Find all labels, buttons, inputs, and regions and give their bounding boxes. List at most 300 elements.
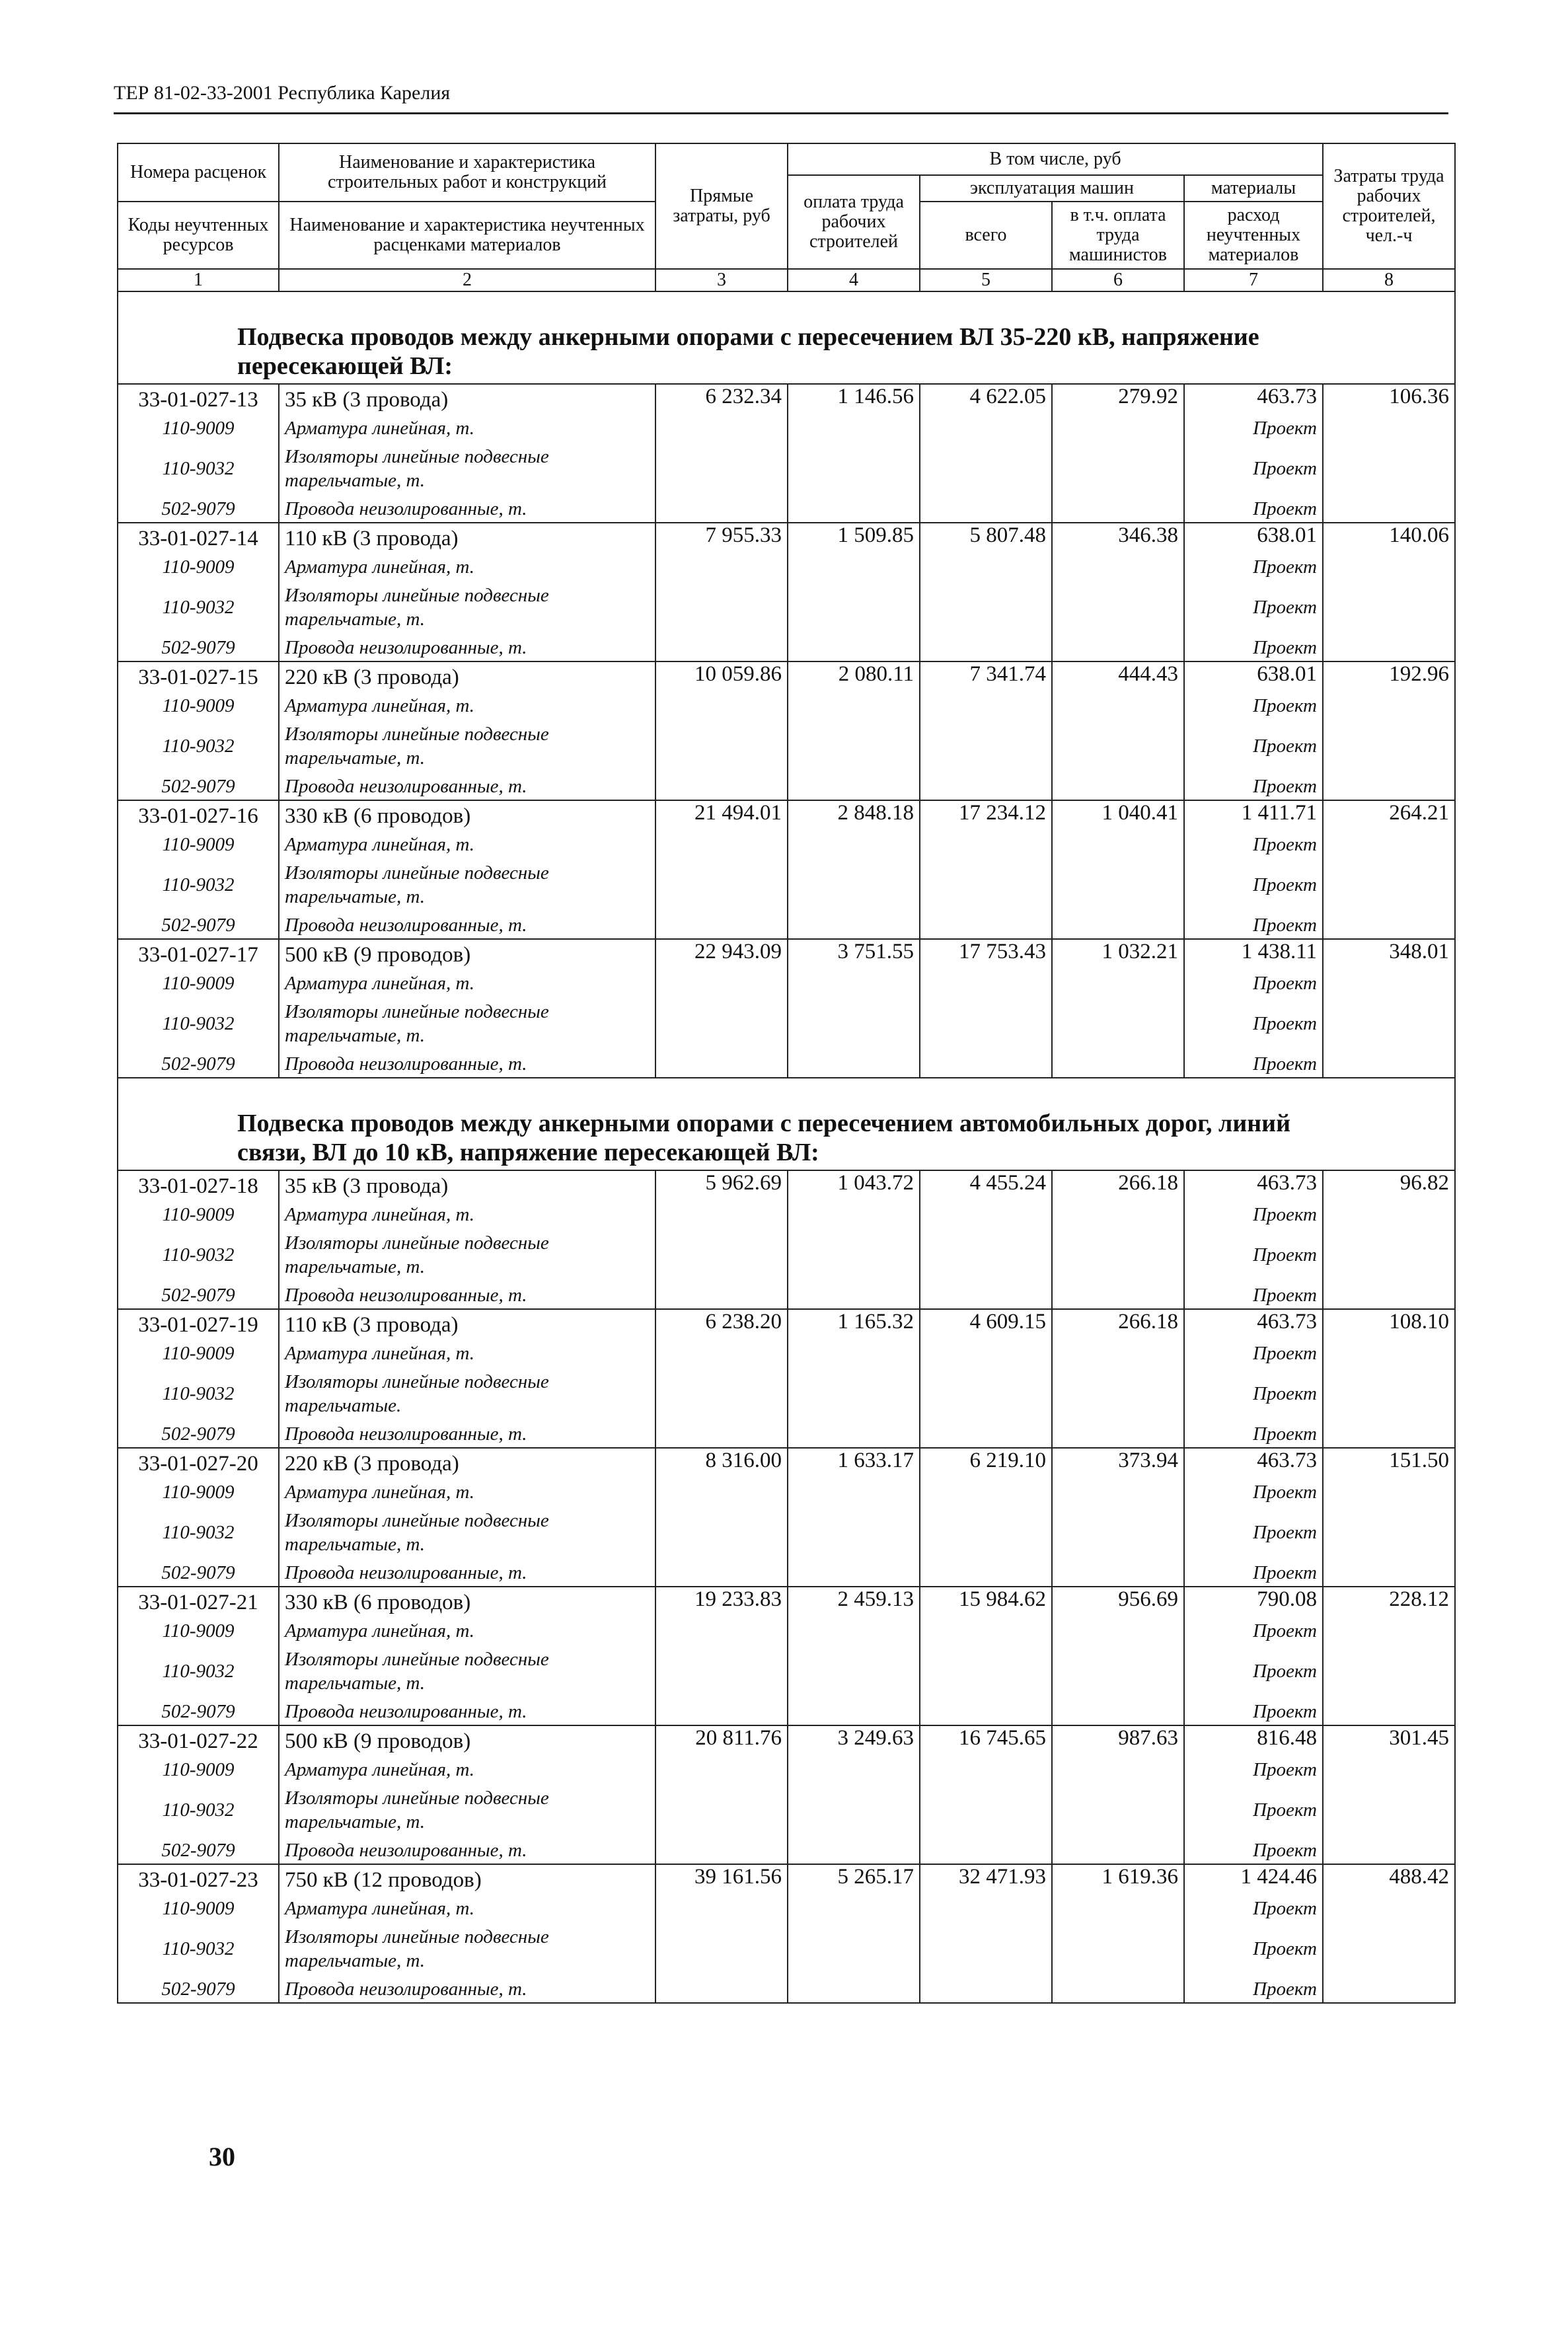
empty-cell [1323, 970, 1455, 997]
resource-name: Арматура линейная, т. [279, 693, 655, 719]
empty-cell [655, 1051, 788, 1078]
empty-cell [655, 1783, 788, 1837]
empty-cell [788, 997, 920, 1051]
rate-name: 330 кВ (6 проводов) [279, 1587, 655, 1618]
empty-cell [920, 1783, 1052, 1837]
resource-name: Изоляторы линейные подвесные тарельчатые, т. [279, 1505, 655, 1560]
rate-row [118, 1864, 1455, 1895]
empty-cell [920, 415, 1052, 441]
resource-row [118, 1976, 1455, 2003]
resource-row [118, 1505, 1455, 1560]
empty-cell [920, 1228, 1052, 1282]
document-header: ТЕР 81-02-33-2001 Республика Карелия [114, 82, 451, 104]
materials-value: 638.01 [1184, 523, 1323, 554]
empty-cell [1323, 1618, 1455, 1644]
labor-hours-value: 488.42 [1323, 1864, 1455, 1895]
resource-code: 110-9009 [118, 415, 279, 441]
empty-cell [788, 1756, 920, 1783]
section-header-row [118, 1078, 1455, 1170]
labor-pay-value: 2 848.18 [788, 800, 920, 831]
empty-cell [655, 997, 788, 1051]
resource-code: 502-9079 [118, 1560, 279, 1587]
empty-cell [788, 1340, 920, 1367]
rate-row [118, 661, 1455, 693]
resource-code: 502-9079 [118, 1837, 279, 1864]
machines-labor-value: 346.38 [1052, 523, 1184, 554]
resource-row [118, 1837, 1455, 1864]
labor-pay-value: 1 165.32 [788, 1309, 920, 1340]
rate-code: 33-01-027-16 [118, 800, 279, 831]
empty-cell [655, 580, 788, 634]
resource-name: Арматура линейная, т. [279, 1201, 655, 1228]
rate-code: 33-01-027-18 [118, 1170, 279, 1201]
resource-quantity: Проект [1184, 1421, 1323, 1448]
machines-labor-value: 266.18 [1052, 1170, 1184, 1201]
empty-cell [920, 1051, 1052, 1078]
resource-quantity: Проект [1184, 1505, 1323, 1560]
empty-cell [1323, 441, 1455, 496]
empty-cell [655, 1505, 788, 1560]
labor-hours-value: 348.01 [1323, 939, 1455, 970]
empty-cell [1052, 1228, 1184, 1282]
empty-cell [920, 997, 1052, 1051]
resource-quantity: Проект [1184, 1282, 1323, 1309]
materials-value: 463.73 [1184, 384, 1323, 415]
empty-cell [1323, 719, 1455, 773]
machines-labor-value: 279.92 [1052, 384, 1184, 415]
rate-code: 33-01-027-14 [118, 523, 279, 554]
resource-quantity: Проект [1184, 693, 1323, 719]
empty-cell [655, 1228, 788, 1282]
empty-cell [1323, 1228, 1455, 1282]
resource-quantity: Проект [1184, 1367, 1323, 1421]
resource-name: Арматура линейная, т. [279, 1340, 655, 1367]
empty-cell [920, 1201, 1052, 1228]
labor-pay-value: 2 080.11 [788, 661, 920, 693]
empty-cell [655, 1282, 788, 1309]
rate-row [118, 384, 1455, 415]
empty-cell [655, 1367, 788, 1421]
page-number: 30 [209, 2142, 235, 2171]
empty-cell [788, 831, 920, 858]
machines-labor-value: 956.69 [1052, 1587, 1184, 1618]
resource-code: 502-9079 [118, 634, 279, 661]
empty-cell [1323, 1895, 1455, 1922]
rate-name: 220 кВ (3 провода) [279, 661, 655, 693]
machines-labor-value: 266.18 [1052, 1309, 1184, 1340]
empty-cell [1323, 634, 1455, 661]
rate-code: 33-01-027-23 [118, 1864, 279, 1895]
empty-cell [1323, 997, 1455, 1051]
resource-name: Арматура линейная, т. [279, 554, 655, 580]
machines-total-value: 17 753.43 [920, 939, 1052, 970]
resource-code: 110-9032 [118, 719, 279, 773]
empty-cell [1052, 1698, 1184, 1725]
resource-row [118, 773, 1455, 800]
header-rate-numbers: Номера расценок [118, 143, 279, 202]
materials-value: 638.01 [1184, 661, 1323, 693]
empty-cell [788, 1051, 920, 1078]
direct-costs-value: 19 233.83 [655, 1587, 788, 1618]
empty-cell [1052, 1340, 1184, 1367]
empty-cell [920, 1282, 1052, 1309]
resource-row [118, 496, 1455, 523]
resource-row [118, 1644, 1455, 1698]
empty-cell [788, 580, 920, 634]
empty-cell [1323, 912, 1455, 939]
empty-cell [1052, 693, 1184, 719]
column-number-row [118, 269, 1455, 291]
header-machines-labor: в т.ч. оплата труда машинистов [1052, 202, 1184, 269]
resource-code: 502-9079 [118, 496, 279, 523]
empty-cell [1323, 1282, 1455, 1309]
empty-cell [788, 1201, 920, 1228]
direct-costs-value: 21 494.01 [655, 800, 788, 831]
resource-name: Изоляторы линейные подвесные тарельчатые, т. [279, 997, 655, 1051]
empty-cell [1052, 496, 1184, 523]
resource-row [118, 415, 1455, 441]
resource-quantity: Проект [1184, 634, 1323, 661]
machines-labor-value: 1 040.41 [1052, 800, 1184, 831]
rate-name: 500 кВ (9 проводов) [279, 1725, 655, 1756]
header-materials: материалы [1184, 175, 1323, 202]
empty-cell [1323, 1340, 1455, 1367]
empty-cell [1323, 415, 1455, 441]
rate-name: 35 кВ (3 провода) [279, 384, 655, 415]
resource-code: 502-9079 [118, 1698, 279, 1725]
resource-code: 110-9032 [118, 1783, 279, 1837]
empty-cell [1323, 1783, 1455, 1837]
empty-cell [920, 496, 1052, 523]
machines-total-value: 6 219.10 [920, 1448, 1052, 1479]
empty-cell [655, 1895, 788, 1922]
resource-row [118, 441, 1455, 496]
resource-quantity: Проект [1184, 1895, 1323, 1922]
labor-hours-value: 301.45 [1323, 1725, 1455, 1756]
empty-cell [1323, 773, 1455, 800]
empty-cell [655, 970, 788, 997]
rate-row [118, 939, 1455, 970]
resource-name: Изоляторы линейные подвесные тарельчатые, т. [279, 719, 655, 773]
empty-cell [1323, 858, 1455, 912]
machines-labor-value: 1 032.21 [1052, 939, 1184, 970]
resource-name: Арматура линейная, т. [279, 831, 655, 858]
labor-pay-value: 1 633.17 [788, 1448, 920, 1479]
rate-row [118, 1170, 1455, 1201]
empty-cell [1323, 1922, 1455, 1976]
resource-name: Провода неизолированные, т. [279, 1698, 655, 1725]
empty-cell [920, 858, 1052, 912]
empty-cell [655, 831, 788, 858]
resource-row [118, 1421, 1455, 1448]
empty-cell [655, 554, 788, 580]
rate-code: 33-01-027-13 [118, 384, 279, 415]
header-material-name: Наименование и характеристика неучтенных расценками материалов [279, 202, 655, 269]
empty-cell [920, 1505, 1052, 1560]
resource-quantity: Проект [1184, 1618, 1323, 1644]
resource-code: 110-9009 [118, 1756, 279, 1783]
resource-quantity: Проект [1184, 1644, 1323, 1698]
resource-name: Провода неизолированные, т. [279, 634, 655, 661]
empty-cell [920, 554, 1052, 580]
labor-pay-value: 1 043.72 [788, 1170, 920, 1201]
empty-cell [788, 719, 920, 773]
direct-costs-value: 6 232.34 [655, 384, 788, 415]
resource-name: Провода неизолированные, т. [279, 496, 655, 523]
materials-value: 816.48 [1184, 1725, 1323, 1756]
empty-cell [920, 441, 1052, 496]
empty-cell [1323, 1051, 1455, 1078]
materials-value: 463.73 [1184, 1309, 1323, 1340]
materials-value: 1 424.46 [1184, 1864, 1323, 1895]
header-machines: эксплуатация машин [920, 175, 1184, 202]
materials-value: 1 438.11 [1184, 939, 1323, 970]
empty-cell [655, 858, 788, 912]
empty-cell [788, 1479, 920, 1505]
empty-cell [1323, 496, 1455, 523]
empty-cell [1323, 1201, 1455, 1228]
labor-hours-value: 108.10 [1323, 1309, 1455, 1340]
empty-cell [655, 496, 788, 523]
empty-cell [920, 1421, 1052, 1448]
machines-total-value: 4 455.24 [920, 1170, 1052, 1201]
rate-name: 330 кВ (6 проводов) [279, 800, 655, 831]
resource-name: Изоляторы линейные подвесные тарельчатые, т. [279, 1644, 655, 1698]
resource-row [118, 831, 1455, 858]
empty-cell [788, 554, 920, 580]
rate-name: 35 кВ (3 провода) [279, 1170, 655, 1201]
empty-cell [1052, 441, 1184, 496]
rate-row [118, 1587, 1455, 1618]
resource-quantity: Проект [1184, 997, 1323, 1051]
resource-code: 110-9032 [118, 1367, 279, 1421]
header-labor-pay: оплата труда рабочих строителей [788, 175, 920, 269]
empty-cell [1052, 1644, 1184, 1698]
header-direct-costs: Прямые затраты, руб [655, 143, 788, 269]
empty-cell [655, 773, 788, 800]
empty-cell [1052, 773, 1184, 800]
empty-cell [788, 1282, 920, 1309]
machines-total-value: 5 807.48 [920, 523, 1052, 554]
empty-cell [1052, 1837, 1184, 1864]
empty-cell [920, 693, 1052, 719]
empty-cell [788, 1505, 920, 1560]
empty-cell [1323, 1976, 1455, 2003]
machines-total-value: 4 609.15 [920, 1309, 1052, 1340]
resource-quantity: Проект [1184, 1228, 1323, 1282]
machines-total-value: 17 234.12 [920, 800, 1052, 831]
resource-row [118, 1698, 1455, 1725]
empty-cell [788, 496, 920, 523]
rate-code: 33-01-027-21 [118, 1587, 279, 1618]
labor-hours-value: 106.36 [1323, 384, 1455, 415]
resource-name: Провода неизолированные, т. [279, 1282, 655, 1309]
direct-costs-value: 6 238.20 [655, 1309, 788, 1340]
empty-cell [655, 693, 788, 719]
empty-cell [788, 1421, 920, 1448]
empty-cell [788, 1644, 920, 1698]
empty-cell [655, 441, 788, 496]
resource-code: 110-9009 [118, 1895, 279, 1922]
resource-quantity: Проект [1184, 1783, 1323, 1837]
rate-name: 750 кВ (12 проводов) [279, 1864, 655, 1895]
rate-row [118, 1309, 1455, 1340]
resource-row [118, 997, 1455, 1051]
empty-cell [655, 1698, 788, 1725]
empty-cell [920, 1367, 1052, 1421]
resource-name: Провода неизолированные, т. [279, 1421, 655, 1448]
resource-quantity: Проект [1184, 831, 1323, 858]
header-labor-cost: Затраты труда рабочих строителей, чел.-ч [1323, 143, 1455, 269]
resource-row [118, 719, 1455, 773]
empty-cell [1052, 415, 1184, 441]
column-number: 8 [1323, 269, 1455, 291]
resource-code: 110-9009 [118, 1201, 279, 1228]
resource-row [118, 1895, 1455, 1922]
empty-cell [1052, 1051, 1184, 1078]
resource-row [118, 912, 1455, 939]
resource-name: Арматура линейная, т. [279, 1479, 655, 1505]
empty-cell [788, 1783, 920, 1837]
rate-name: 500 кВ (9 проводов) [279, 939, 655, 970]
labor-pay-value: 1 509.85 [788, 523, 920, 554]
machines-labor-value: 373.94 [1052, 1448, 1184, 1479]
empty-cell [1052, 1479, 1184, 1505]
resource-row [118, 858, 1455, 912]
empty-cell [1052, 1367, 1184, 1421]
resource-name: Изоляторы линейные подвесные тарельчатые, т. [279, 441, 655, 496]
empty-cell [1052, 1201, 1184, 1228]
resource-name: Изоляторы линейные подвесные тарельчатые, т. [279, 1228, 655, 1282]
empty-cell [920, 773, 1052, 800]
direct-costs-value: 39 161.56 [655, 1864, 788, 1895]
resource-name: Изоляторы линейные подвесные тарельчатые, т. [279, 580, 655, 634]
machines-total-value: 16 745.65 [920, 1725, 1052, 1756]
column-number: 2 [279, 269, 655, 291]
empty-cell [655, 1922, 788, 1976]
empty-cell [655, 1560, 788, 1587]
resource-code: 502-9079 [118, 773, 279, 800]
empty-cell [788, 1560, 920, 1587]
resource-quantity: Проект [1184, 1051, 1323, 1078]
resource-quantity: Проект [1184, 773, 1323, 800]
resource-quantity: Проект [1184, 1837, 1323, 1864]
resource-row [118, 1282, 1455, 1309]
empty-cell [788, 1228, 920, 1282]
empty-cell [920, 831, 1052, 858]
resource-code: 502-9079 [118, 1282, 279, 1309]
labor-pay-value: 2 459.13 [788, 1587, 920, 1618]
machines-total-value: 15 984.62 [920, 1587, 1052, 1618]
empty-cell [655, 719, 788, 773]
empty-cell [1323, 1367, 1455, 1421]
resource-row [118, 1618, 1455, 1644]
empty-cell [1323, 1698, 1455, 1725]
column-number: 7 [1184, 269, 1323, 291]
empty-cell [920, 580, 1052, 634]
empty-cell [1052, 634, 1184, 661]
empty-cell [1052, 1922, 1184, 1976]
resource-code: 110-9032 [118, 1922, 279, 1976]
empty-cell [1323, 1560, 1455, 1587]
resource-quantity: Проект [1184, 858, 1323, 912]
labor-pay-value: 3 751.55 [788, 939, 920, 970]
resource-quantity: Проект [1184, 1560, 1323, 1587]
empty-cell [920, 1922, 1052, 1976]
empty-cell [788, 1976, 920, 2003]
direct-costs-value: 20 811.76 [655, 1725, 788, 1756]
machines-labor-value: 444.43 [1052, 661, 1184, 693]
empty-cell [1323, 1644, 1455, 1698]
labor-pay-value: 3 249.63 [788, 1725, 920, 1756]
resource-quantity: Проект [1184, 415, 1323, 441]
empty-cell [1052, 1756, 1184, 1783]
resource-code: 502-9079 [118, 1421, 279, 1448]
labor-hours-value: 228.12 [1323, 1587, 1455, 1618]
rate-name: 220 кВ (3 провода) [279, 1448, 655, 1479]
resource-code: 110-9009 [118, 554, 279, 580]
resource-quantity: Проект [1184, 580, 1323, 634]
empty-cell [788, 773, 920, 800]
resource-code: 110-9009 [118, 1618, 279, 1644]
resource-code: 110-9032 [118, 580, 279, 634]
column-number: 1 [118, 269, 279, 291]
resource-code: 110-9032 [118, 1644, 279, 1698]
empty-cell [920, 634, 1052, 661]
resource-code: 110-9009 [118, 970, 279, 997]
resource-code: 110-9032 [118, 1228, 279, 1282]
machines-labor-value: 1 619.36 [1052, 1864, 1184, 1895]
labor-pay-value: 1 146.56 [788, 384, 920, 415]
resource-row [118, 1479, 1455, 1505]
resource-row [118, 1051, 1455, 1078]
empty-cell [788, 1698, 920, 1725]
rate-code: 33-01-027-15 [118, 661, 279, 693]
rates-table [117, 143, 1456, 2004]
empty-cell [655, 1421, 788, 1448]
table-body [118, 291, 1455, 2003]
rate-row [118, 1725, 1455, 1756]
table-header [118, 143, 1455, 291]
direct-costs-value: 7 955.33 [655, 523, 788, 554]
empty-cell [655, 1976, 788, 2003]
rate-row [118, 523, 1455, 554]
resource-row [118, 1560, 1455, 1587]
empty-cell [655, 1644, 788, 1698]
empty-cell [1052, 1976, 1184, 2003]
resource-row [118, 1922, 1455, 1976]
resource-name: Изоляторы линейные подвесные тарельчатые, т. [279, 858, 655, 912]
empty-cell [655, 634, 788, 661]
empty-cell [788, 858, 920, 912]
empty-cell [655, 1618, 788, 1644]
empty-cell [920, 1698, 1052, 1725]
empty-cell [1052, 1895, 1184, 1922]
resource-name: Провода неизолированные, т. [279, 1837, 655, 1864]
empty-cell [920, 912, 1052, 939]
empty-cell [1323, 831, 1455, 858]
empty-cell [1323, 554, 1455, 580]
resource-code: 502-9079 [118, 912, 279, 939]
empty-cell [1323, 1837, 1455, 1864]
resource-name: Провода неизолированные, т. [279, 773, 655, 800]
empty-cell [1052, 912, 1184, 939]
machines-total-value: 32 471.93 [920, 1864, 1052, 1895]
materials-value: 463.73 [1184, 1170, 1323, 1201]
resource-quantity: Проект [1184, 1479, 1323, 1505]
resource-name: Арматура линейная, т. [279, 970, 655, 997]
empty-cell [920, 1560, 1052, 1587]
